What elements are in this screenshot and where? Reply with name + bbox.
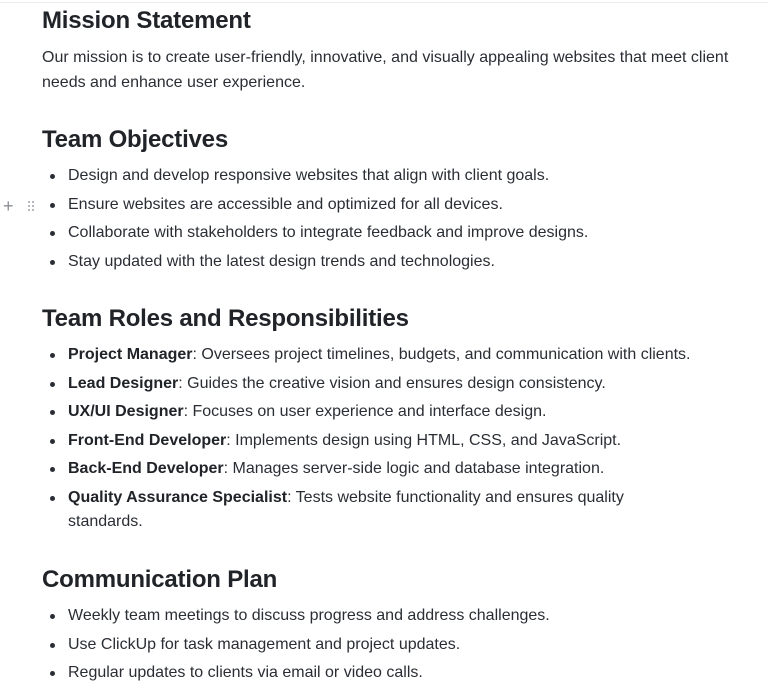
top-divider: [0, 2, 768, 3]
list-item[interactable]: Design and develop responsive websites that align with client goals.: [42, 164, 742, 189]
heading-communication-plan: Communication Plan: [42, 566, 278, 593]
role-description: : Guides the creative vision and ensures design consistency.: [178, 374, 606, 392]
roles-list: [42, 343, 742, 539]
list-item[interactable]: [42, 400, 742, 425]
role-name: Front-End Developer: [68, 431, 227, 449]
role-name: UX/UI Designer: [68, 403, 184, 420]
list-item[interactable]: Collaborate with stakeholders to integrate feedback and improve designs.: [42, 221, 742, 246]
list-item[interactable]: [42, 372, 742, 397]
objectives-list: [42, 164, 742, 278]
list-item[interactable]: Regular updates to clients via email or video calls.: [42, 661, 742, 686]
role-name: Quality Assurance Specialist: [68, 488, 288, 506]
role-description: : Tests website functionality and ensures quality standards.: [68, 488, 624, 530]
list-item[interactable]: [42, 486, 658, 535]
mission-paragraph[interactable]: Our mission is to create user-friendly, innovative, and visually appealing websites that meet client needs and enhance user experience.: [42, 49, 729, 91]
role-description: : Implements design using HTML, CSS, and JavaScript.: [226, 431, 622, 449]
list-item[interactable]: Ensure websites are accessible and optimized for all devices.: [42, 193, 742, 218]
list-item[interactable]: Use ClickUp for task management and project updates.: [42, 633, 742, 658]
role-name: Lead Designer: [68, 374, 179, 392]
drag-handle-icon[interactable]: [24, 201, 34, 211]
list-item[interactable]: [42, 429, 742, 454]
list-item[interactable]: Stay updated with the latest design trends and technologies.: [42, 250, 742, 275]
list-item[interactable]: Weekly team meetings to discuss progress and address challenges.: [42, 604, 742, 629]
role-name: Back-End Developer: [68, 460, 224, 477]
list-item[interactable]: [42, 457, 742, 482]
role-name: Project Manager: [68, 346, 193, 363]
plus-icon[interactable]: +: [3, 196, 14, 216]
role-description: : Oversees project timelines, budgets, and communication with clients.: [192, 346, 691, 363]
communication-list: [42, 604, 742, 690]
heading-team-objectives: Team Objectives: [42, 126, 228, 153]
role-description: : Manages server-side logic and database integration.: [223, 460, 605, 477]
heading-team-roles: Team Roles and Responsibilities: [42, 305, 409, 332]
heading-mission-statement: Mission Statement: [42, 7, 251, 34]
role-description: : Focuses on user experience and interface design.: [183, 403, 547, 420]
block-gutter-controls: [0, 196, 34, 216]
list-item[interactable]: [42, 343, 742, 368]
